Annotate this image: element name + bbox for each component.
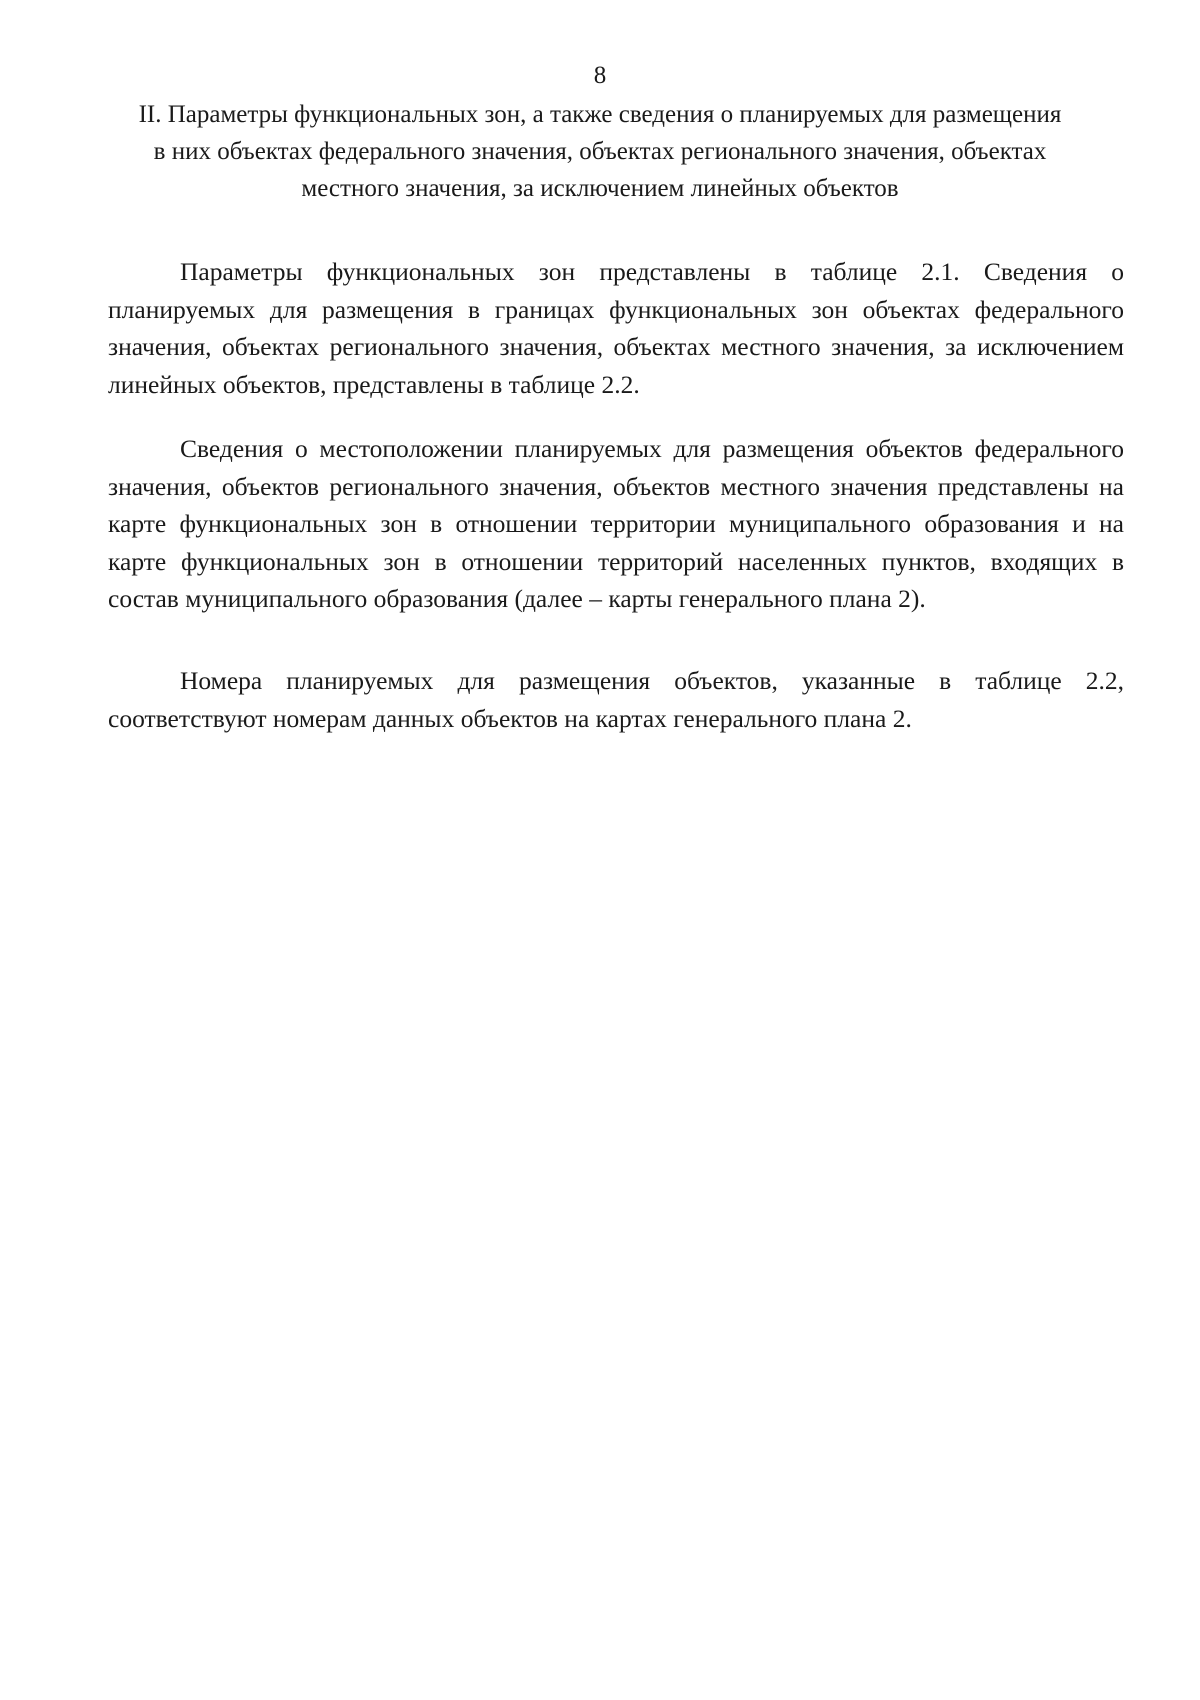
paragraph-1: Параметры функциональных зон представлены в таблице 2.1. Сведения о планируемых для размещения в границах функциональных зон объектах федерального значения, объектах регионального значения, объектах местного значения, за исключением линейных объектов, представлены в таблице 2.2. [108,257,1124,399]
paragraph-2: Сведения о местоположении планируемых для размещения объектов федерального значения, объектов регионального значения, объектов местного значения представлены на карте функциональных зон в отношении территории муниципального образования и на карте функциональных зон в отношении территорий населенных пунктов, входящих в состав муниципального образования (далее – карты генерального плана 2). [108,434,1124,613]
page-number: 8 [593,62,607,89]
section-heading: II. Параметры функциональных зон, а также сведения о планируемых для размещения в них объектах федерального значения, объектах регионального значения, объектах местного значения, за исключением линейных объектов [138,101,1062,202]
paragraph-3: Номера планируемых для размещения объектов, указанные в таблице 2.2, соответствуют номерам данных объектов на картах генерального плана 2. [108,666,1124,733]
